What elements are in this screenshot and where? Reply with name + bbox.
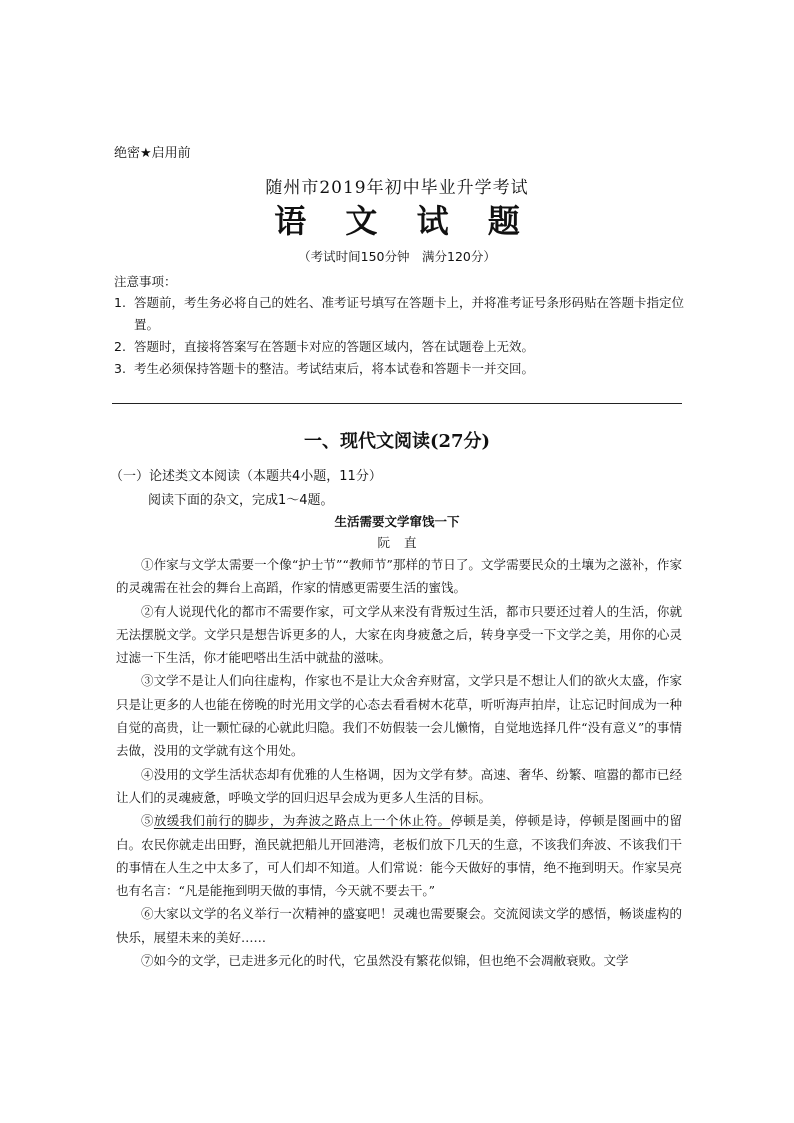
- article-paragraph: [116, 949, 682, 972]
- paragraph-text: ①作家与文学太需要一个像“护士节”“教师节”那样的节日了。文学需要民众的土壤为之滋补，作家的灵魂需在社会的舞台上高蹈，作家的情感更需要生活的蜜饯。: [116, 557, 682, 596]
- notice-item-text: 答题前，考生务必将自己的姓名、准考证号填写在答题卡上，并将准考证号条形码贴在答题卡指定位置。: [134, 295, 685, 332]
- article-paragraph: [116, 600, 682, 670]
- paragraph-text: 停顿是美，停顿是诗，停顿是图画中的留白。农民你就走出田野，渔民就把船儿开回港湾，老板们放下几天的生意，不该我们奔波、不该我们干的事情在人生之中太多了，可人们却不知道。人们常说：能今天做好的事情，绝不拖到明天。作家吴亮也有名言：“凡是能拖到明天做的事情，今天就不要去干。”: [116, 813, 682, 899]
- article-paragraph: [116, 553, 682, 600]
- article-title: 生活需要文学窜饯一下: [334, 514, 460, 529]
- reading-instruction: 阅读下面的杂文，完成1～4题。: [148, 493, 334, 508]
- article-paragraph: [116, 669, 682, 762]
- article-paragraph: [116, 763, 682, 810]
- paragraph-text: ⑥大家以文学的名义举行一次精神的盛宴吧！灵魂也需要聚会。交流阅读文学的感悟，畅谈虚构的快乐，展望未来的美好……: [116, 906, 682, 945]
- notice-heading: 注意事项：: [114, 274, 177, 289]
- notice-item-number: 3.: [114, 361, 126, 376]
- notice-item: [114, 358, 684, 380]
- paragraph-text: ③文学不是让人们向往虚构，作家也不是让大众舍弃财富，文学只是不想让人们的欲火太盛，作家只是让更多的人也能在傍晚的时光用文学的心态去看看树木花草，听听海声拍岸，让忘记时间成为一种自觉的高贵，让一颗忙碌的心就此归隐。我们不妨假装一会儿懒惰，自觉地选择几件“没有意义”的事情去做，没用的文学就有这个用处。: [116, 673, 682, 759]
- notice-item-text: 考生必须保持答题卡的整洁。考试结束后，将本试卷和答题卡一并交回。: [134, 361, 535, 376]
- exam-time-score-info: （考试时间150分钟 满分120分）: [298, 249, 496, 264]
- subject-title: 语 文 试 题: [274, 202, 534, 240]
- notice-item-text: 答题时，直接将答案写在答题卡对应的答题区域内，答在试题卷上无效。: [134, 339, 535, 354]
- article-body: [116, 553, 682, 972]
- notice-list: [114, 292, 684, 380]
- article-paragraph: [116, 902, 682, 949]
- section-divider: [112, 403, 682, 404]
- article-paragraph: [116, 809, 682, 902]
- notice-item: [114, 292, 684, 336]
- section-title: 一、现代文阅读(27分): [303, 431, 491, 452]
- paragraph-text: ⑤: [141, 813, 154, 829]
- exam-title: 随州市2019年初中毕业升学考试: [265, 178, 529, 198]
- paragraph-text: ④没用的文学生活状态却有优雅的人生格调，因为文学有梦。高速、奢华、纷繁、喧嚣的都市已经让人们的灵魂疲惫，呼唤文学的回归迟早会成为更多人生活的目标。: [116, 766, 682, 805]
- notice-item-number: 2.: [114, 339, 126, 354]
- confidential-label: 绝密★启用前: [114, 146, 191, 161]
- paragraph-text: ⑦如今的文学，已走进多元化的时代，它虽然没有繁花似锦，但也绝不会凋敝衰败。文学: [141, 953, 629, 969]
- notice-item: [114, 336, 684, 358]
- article-author: 阮直: [377, 535, 431, 550]
- notice-item-number: 1.: [114, 295, 126, 310]
- underlined-sentence: 放缓我们前行的脚步，为奔波之路点上一个休止符。: [153, 813, 451, 829]
- paragraph-text: ②有人说现代化的都市不需要作家，可文学从来没有背叛过生活，都市只要还过着人的生活，你就无法摆脱文学。文学只是想告诉更多的人，大家在肉身疲惫之后，转身享受一下文学之美，用你的心灵过滤一下生活，你才能吧嗒出生活中就盐的滋味。: [116, 603, 682, 666]
- subsection-heading: （一）论述类文本阅读（本题共4小题，11分）: [110, 469, 382, 484]
